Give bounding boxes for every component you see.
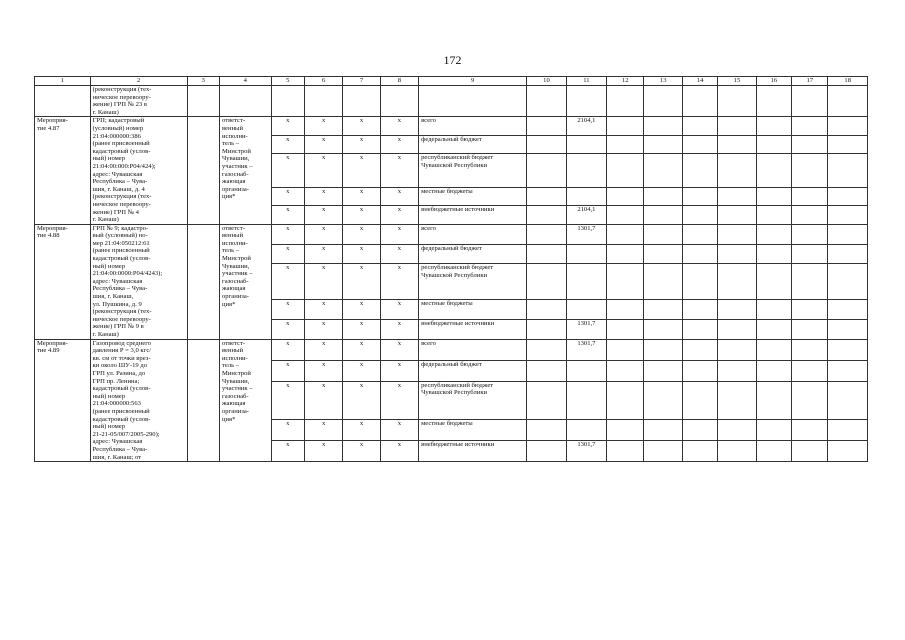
x-mark: x (271, 135, 304, 154)
x-mark: x (304, 264, 342, 300)
cell (271, 86, 304, 117)
x-mark: x (380, 154, 418, 187)
cell (187, 339, 219, 462)
funding-source: федеральный бюджет (419, 135, 527, 154)
x-mark: x (304, 440, 342, 461)
cell (756, 206, 791, 225)
header-cell: 12 (607, 77, 644, 86)
cell (718, 206, 756, 225)
header-cell: 18 (828, 77, 868, 86)
cell (756, 381, 791, 419)
header-cell: 14 (682, 77, 717, 86)
cell (644, 206, 682, 225)
cell (527, 319, 566, 339)
x-mark: x (380, 319, 418, 339)
continuation-row (35, 86, 868, 117)
header-cell: 16 (756, 77, 791, 86)
cell (607, 360, 644, 381)
cell (756, 440, 791, 461)
x-mark: x (304, 319, 342, 339)
funding-source: всего (419, 224, 527, 244)
x-mark: x (271, 206, 304, 225)
cell (644, 299, 682, 319)
cell (756, 264, 791, 300)
cell (607, 440, 644, 461)
cell (607, 244, 644, 264)
cell (607, 299, 644, 319)
cell (644, 187, 682, 206)
cell (718, 339, 756, 360)
header-row (35, 77, 868, 86)
responsible-executor: ответст- венный исполни- тель – Минстрой Чувашии, участник – газоснаб- жающая организа- ция* (219, 117, 271, 224)
cell (607, 419, 644, 440)
cell (792, 299, 828, 319)
x-mark: x (304, 135, 342, 154)
cell (644, 224, 682, 244)
object-description: ГРП; кадастровый (условный) номер 21:04:000000:386 (ранее присвоенный кадастровый (услов- ный) номер 21:04:00:000:Р04/424); адрес: Чувашская Республика – Чува- шия, г. Канаш, д. 4 (реконструкция (тех- ническое перевоору- жение) ГРП № 4 г. Канаш) (90, 117, 187, 224)
x-mark: x (304, 117, 342, 136)
cell (756, 187, 791, 206)
cell (644, 440, 682, 461)
cell (718, 299, 756, 319)
cell (756, 224, 791, 244)
amount (566, 135, 606, 154)
cell (527, 117, 566, 136)
cell (792, 154, 828, 187)
cell (527, 440, 566, 461)
cell (607, 117, 644, 136)
funding-source: всего (419, 339, 527, 360)
cell (718, 244, 756, 264)
cell (644, 244, 682, 264)
funding-source: местные бюджеты (419, 187, 527, 206)
cell (527, 154, 566, 187)
amount: 1301,7 (566, 319, 606, 339)
x-mark: x (343, 187, 380, 206)
header-cell: 7 (343, 77, 380, 86)
cell (644, 360, 682, 381)
header-cell: 1 (35, 77, 91, 86)
cell (607, 224, 644, 244)
cell (718, 264, 756, 300)
x-mark: x (343, 381, 380, 419)
x-mark: x (304, 187, 342, 206)
cell (527, 135, 566, 154)
x-mark: x (343, 154, 380, 187)
cell (527, 381, 566, 419)
cell (682, 187, 717, 206)
cell (682, 224, 717, 244)
cell (828, 319, 868, 339)
x-mark: x (380, 440, 418, 461)
cell (682, 154, 717, 187)
cell (828, 440, 868, 461)
amount (566, 360, 606, 381)
funding-source: федеральный бюджет (419, 360, 527, 381)
x-mark: x (271, 187, 304, 206)
cell (792, 419, 828, 440)
x-mark: x (380, 135, 418, 154)
cell (527, 339, 566, 360)
cell (828, 187, 868, 206)
x-mark: x (304, 206, 342, 225)
x-mark: x (271, 224, 304, 244)
cell (756, 339, 791, 360)
cell (682, 206, 717, 225)
x-mark: x (304, 299, 342, 319)
header-cell: 5 (271, 77, 304, 86)
cell (828, 244, 868, 264)
cell (607, 319, 644, 339)
cell (682, 264, 717, 300)
cell (828, 360, 868, 381)
cell (756, 299, 791, 319)
x-mark: x (271, 319, 304, 339)
cell (792, 440, 828, 461)
amount (566, 419, 606, 440)
funding-source: республиканский бюджет Чувашской Республики (419, 154, 527, 187)
cell (644, 117, 682, 136)
x-mark: x (304, 419, 342, 440)
cell (682, 360, 717, 381)
cell (718, 381, 756, 419)
amount (566, 187, 606, 206)
cell (792, 187, 828, 206)
funding-source: федеральный бюджет (419, 244, 527, 264)
x-mark: x (304, 360, 342, 381)
cell (792, 339, 828, 360)
cell (718, 154, 756, 187)
cell (756, 419, 791, 440)
x-mark: x (380, 419, 418, 440)
x-mark: x (380, 187, 418, 206)
header-cell: 6 (304, 77, 342, 86)
table-row (35, 339, 868, 360)
x-mark: x (380, 206, 418, 225)
amount (566, 299, 606, 319)
cell (527, 360, 566, 381)
cell (756, 86, 791, 117)
header-cell: 15 (718, 77, 756, 86)
x-mark: x (380, 299, 418, 319)
cell (682, 381, 717, 419)
program-table (34, 76, 868, 462)
event-number: Мероприя- тие 4.89 (35, 339, 91, 462)
cell (792, 206, 828, 225)
header-cell: 8 (380, 77, 418, 86)
cell (527, 419, 566, 440)
cell (682, 135, 717, 154)
header-cell: 11 (566, 77, 606, 86)
x-mark: x (343, 206, 380, 225)
cell (718, 419, 756, 440)
cell (35, 86, 91, 117)
page-number: 172 (443, 53, 462, 67)
header-cell: 13 (644, 77, 682, 86)
cell (527, 264, 566, 300)
cell (718, 187, 756, 206)
cell (792, 86, 828, 117)
x-mark: x (271, 419, 304, 440)
responsible-executor: ответст- венный исполни- тель – Минстрой Чувашии, участник – газоснаб- жающая организа- ция* (219, 339, 271, 462)
cell (682, 339, 717, 360)
cell (756, 117, 791, 136)
cell (607, 154, 644, 187)
amount (566, 154, 606, 187)
funding-source: республиканский бюджет Чувашской Республики (419, 381, 527, 419)
funding-source: местные бюджеты (419, 419, 527, 440)
cell (682, 319, 717, 339)
amount (566, 264, 606, 300)
object-description: ГРП № 9; кадастро- вый (условный) но- мер 21:04:050212:61 (ранее присвоенный кадастровый (услов- ный) номер 21:04:00:0000:Р04/4243); адрес: Чувашская Республика – Чува- шия, г. Канаш, ул. Пушкина, д. 9 (реконструкция (тех- ническое перевоору- жение) ГРП № 9 в г. Канаш) (90, 224, 187, 339)
cell (718, 440, 756, 461)
table-row (35, 224, 868, 244)
header-cell: 2 (90, 77, 187, 86)
x-mark: x (271, 154, 304, 187)
cell (792, 360, 828, 381)
cell (644, 381, 682, 419)
header-cell: 10 (527, 77, 566, 86)
cell (187, 117, 219, 224)
cell (527, 244, 566, 264)
cell (792, 264, 828, 300)
x-mark: x (343, 244, 380, 264)
cell (792, 117, 828, 136)
cell (682, 244, 717, 264)
cell (607, 86, 644, 117)
event-number: Мероприя- тие 4.87 (35, 117, 91, 224)
cell (607, 135, 644, 154)
header-cell: 9 (419, 77, 527, 86)
x-mark: x (380, 117, 418, 136)
cell (792, 381, 828, 419)
cell (828, 419, 868, 440)
cell (187, 86, 219, 117)
x-mark: x (343, 224, 380, 244)
funding-source: внебюджетные источники (419, 206, 527, 225)
cell (566, 86, 606, 117)
cell (828, 135, 868, 154)
amount: 1301,7 (566, 440, 606, 461)
funding-source: внебюджетные источники (419, 440, 527, 461)
cell (828, 154, 868, 187)
x-mark: x (343, 299, 380, 319)
cell (828, 86, 868, 117)
cell (828, 206, 868, 225)
cell (219, 86, 271, 117)
x-mark: x (271, 381, 304, 419)
cell (718, 319, 756, 339)
amount: 2104,1 (566, 206, 606, 225)
x-mark: x (343, 440, 380, 461)
cell (792, 244, 828, 264)
cell (644, 86, 682, 117)
cell (607, 339, 644, 360)
cell (718, 117, 756, 136)
cell (607, 264, 644, 300)
cell (828, 264, 868, 300)
event-number: Мероприя- тие 4.88 (35, 224, 91, 339)
cell (527, 187, 566, 206)
cell (419, 86, 527, 117)
cell (607, 206, 644, 225)
object-description: Газопровод среднего давления Р = 3,0 кгс/ кв. см от точки врез- ки около ШУ-19 до ГРП ул. Разина, до ГРП пр. Ленина; кадастровый (услов- ный) номер 21:04:000000:563 (ранее присвоенный кадастровый (услов- ный) номер 21-21-05/007/2005-290); адрес: Чувашская Республика – Чува- шия, г. Канаш; от (90, 339, 187, 462)
responsible-executor: ответст- венный исполни- тель – Минстрой Чувашии, участник – газоснаб- жающая организа- ция* (219, 224, 271, 339)
cell (756, 154, 791, 187)
cell (828, 117, 868, 136)
x-mark: x (343, 264, 380, 300)
x-mark: x (304, 244, 342, 264)
cell (682, 117, 717, 136)
funding-source: внебюджетные источники (419, 319, 527, 339)
x-mark: x (304, 381, 342, 419)
x-mark: x (380, 339, 418, 360)
cell (828, 339, 868, 360)
cell (304, 86, 342, 117)
cell (682, 86, 717, 117)
funding-source: всего (419, 117, 527, 136)
cell (682, 299, 717, 319)
x-mark: x (304, 224, 342, 244)
cell (756, 319, 791, 339)
x-mark: x (380, 224, 418, 244)
funding-source: местные бюджеты (419, 299, 527, 319)
x-mark: x (343, 339, 380, 360)
cell (682, 440, 717, 461)
funding-source: республиканский бюджет Чувашской Республики (419, 264, 527, 300)
x-mark: x (271, 117, 304, 136)
amount: 2104,1 (566, 117, 606, 136)
cell (607, 187, 644, 206)
x-mark: x (380, 360, 418, 381)
x-mark: x (304, 154, 342, 187)
x-mark: x (343, 419, 380, 440)
amount: 1301,7 (566, 339, 606, 360)
x-mark: x (343, 135, 380, 154)
amount (566, 244, 606, 264)
cell (527, 299, 566, 319)
x-mark: x (380, 244, 418, 264)
cell (718, 360, 756, 381)
cell (792, 319, 828, 339)
x-mark: x (271, 299, 304, 319)
cell (792, 224, 828, 244)
cell (607, 381, 644, 419)
x-mark: x (271, 244, 304, 264)
x-mark: x (271, 360, 304, 381)
cell (828, 299, 868, 319)
cell (527, 224, 566, 244)
cell (644, 339, 682, 360)
cell (718, 135, 756, 154)
cell (828, 224, 868, 244)
cell (644, 154, 682, 187)
object-description: (реконструкция (тех- ническое перевоору- жение) ГРП № 23 в г. Канаш) (90, 86, 187, 117)
table-row (35, 117, 868, 136)
x-mark: x (304, 339, 342, 360)
x-mark: x (343, 360, 380, 381)
x-mark: x (271, 264, 304, 300)
x-mark: x (380, 381, 418, 419)
cell (644, 264, 682, 300)
cell (756, 135, 791, 154)
cell (343, 86, 380, 117)
x-mark: x (380, 264, 418, 300)
x-mark: x (343, 319, 380, 339)
cell (527, 86, 566, 117)
cell (756, 244, 791, 264)
cell (187, 224, 219, 339)
cell (718, 86, 756, 117)
cell (527, 206, 566, 225)
cell (792, 135, 828, 154)
amount: 1301,7 (566, 224, 606, 244)
cell (644, 319, 682, 339)
cell (644, 135, 682, 154)
amount (566, 381, 606, 419)
x-mark: x (271, 440, 304, 461)
cell (828, 381, 868, 419)
header-cell: 17 (792, 77, 828, 86)
cell (682, 419, 717, 440)
cell (756, 360, 791, 381)
cell (644, 419, 682, 440)
cell (718, 224, 756, 244)
cell (380, 86, 418, 117)
header-cell: 4 (219, 77, 271, 86)
header-cell: 3 (187, 77, 219, 86)
x-mark: x (271, 339, 304, 360)
x-mark: x (343, 117, 380, 136)
